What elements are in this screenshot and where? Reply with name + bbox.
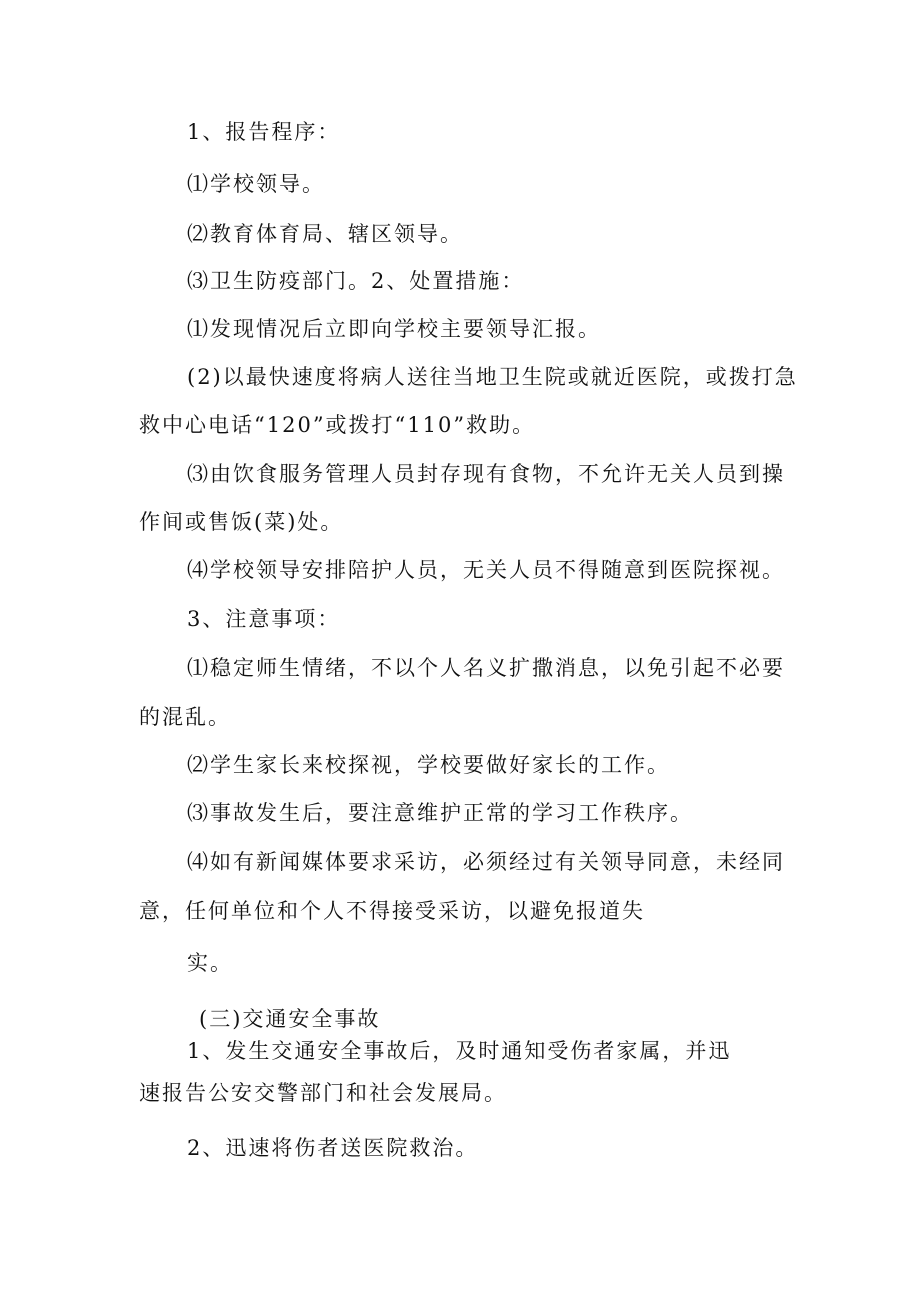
paragraph-line: 救中心电话“120”或拨打“110”救助。 — [139, 413, 536, 437]
paragraph-line: ⑶卫生防疫部门。2、处置措施： — [187, 269, 525, 293]
paragraph-line: 意，任何单位和个人不得接受采访，以避免报道失 — [139, 899, 645, 923]
paragraph-line: 的混乱。 — [139, 705, 231, 729]
paragraph-line: ⑶事故发生后，要注意维护正常的学习工作秩序。 — [187, 801, 693, 825]
section-heading-traffic-accident: (三)交通安全事故 — [199, 1007, 381, 1031]
paragraph-line: ⑵学生家长来校探视，学校要做好家长的工作。 — [187, 753, 670, 777]
heading-reporting-procedure: 1、报告程序： — [187, 120, 341, 144]
paragraph-line: 2、迅速将伤者送医院救治。 — [187, 1136, 479, 1160]
paragraph-line: ⑷如有新闻媒体要求采访，必须经过有关领导同意，未经同 — [187, 850, 785, 874]
paragraph-line: ⑶由饮食服务管理人员封存现有食物，不允许无关人员到操 — [187, 462, 785, 486]
paragraph-line: ⑵教育体育局、辖区领导。 — [187, 222, 463, 246]
heading-notes: 3、注意事项： — [187, 607, 341, 631]
paragraph-line: 速报告公安交警部门和社会发展局。 — [139, 1081, 507, 1105]
paragraph-line: ⑴发现情况后立即向学校主要领导汇报。 — [187, 317, 601, 341]
paragraph-line: ⑴稳定师生情绪，不以个人名义扩撒消息，以免引起不必要 — [187, 656, 785, 680]
paragraph-line: 1、发生交通安全事故后，及时通知受伤者家属，并迅 — [187, 1039, 732, 1063]
paragraph-line: (2)以最快速度将病人送往当地卫生院或就近医院，或拨打急 — [187, 365, 798, 389]
paragraph-line: 实。 — [187, 951, 233, 975]
paragraph-line: 作间或售饭(菜)处。 — [139, 510, 344, 534]
paragraph-line: ⑴学校领导。 — [187, 172, 325, 196]
paragraph-line: ⑷学校领导安排陪护人员，无关人员不得随意到医院探视。 — [187, 558, 785, 582]
